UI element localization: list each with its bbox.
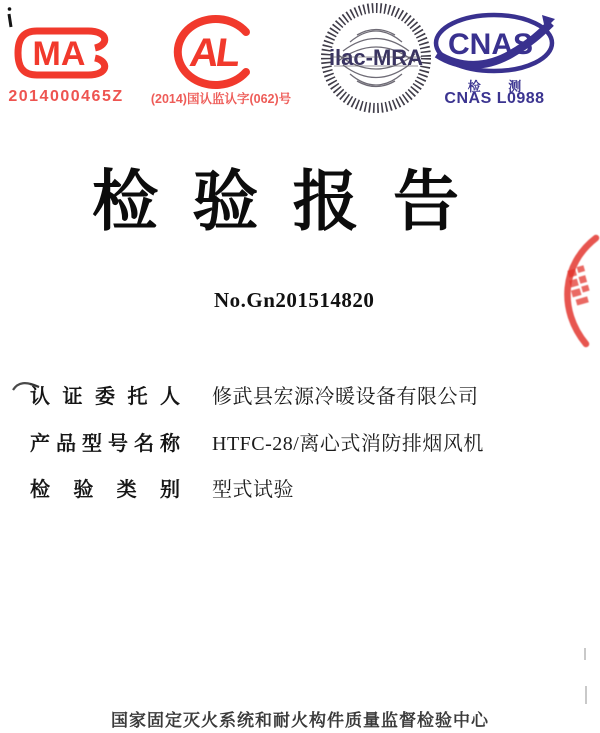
cma-logo-icon (12, 22, 117, 84)
ilac-mra-logo-icon (320, 2, 432, 114)
field-value-applicant: 修武县宏源冷暖设备有限公司 (212, 386, 479, 408)
cnas-logo-icon (432, 12, 557, 78)
cal-caption: (2014)国认监认字(062)号 (150, 92, 292, 106)
scan-artifact (6, 6, 18, 28)
field-row-applicant (30, 380, 479, 409)
cal-logo-icon (166, 14, 262, 92)
field-value-test-type: 型式试验 (212, 479, 294, 501)
report-number: No.Gn201514820 (214, 288, 375, 312)
cma-letters: MA (32, 35, 86, 73)
official-stamp (550, 234, 600, 348)
field-row-test-type (30, 473, 294, 502)
cnas-letters: CNAS (448, 28, 534, 61)
scan-artifact (585, 686, 587, 704)
cnas-accreditation-number: CNAS L0988 (444, 90, 545, 107)
issuing-center-name: 国家固定灭火系统和耐火构件质量监督检验中心 (111, 711, 489, 730)
page-title: 检 验 报 告 (92, 164, 468, 238)
scan-artifact (584, 648, 586, 660)
field-row-model (30, 427, 484, 456)
scan-artifact (12, 379, 42, 395)
cal-letters: AL (187, 30, 241, 75)
field-label-model: 产品型号名称 (30, 433, 180, 455)
field-label-applicant: 认证委托人 (30, 386, 180, 408)
cnas-scope-label: 检 测 (467, 79, 534, 94)
cma-certificate-number: 2014000465Z (8, 88, 124, 105)
field-value-model: HTFC-28/离心式消防排烟风机 (212, 433, 484, 455)
field-label-test-type: 检验类别 (30, 479, 180, 501)
ilac-mra-label: ilac-MRA (328, 45, 424, 70)
